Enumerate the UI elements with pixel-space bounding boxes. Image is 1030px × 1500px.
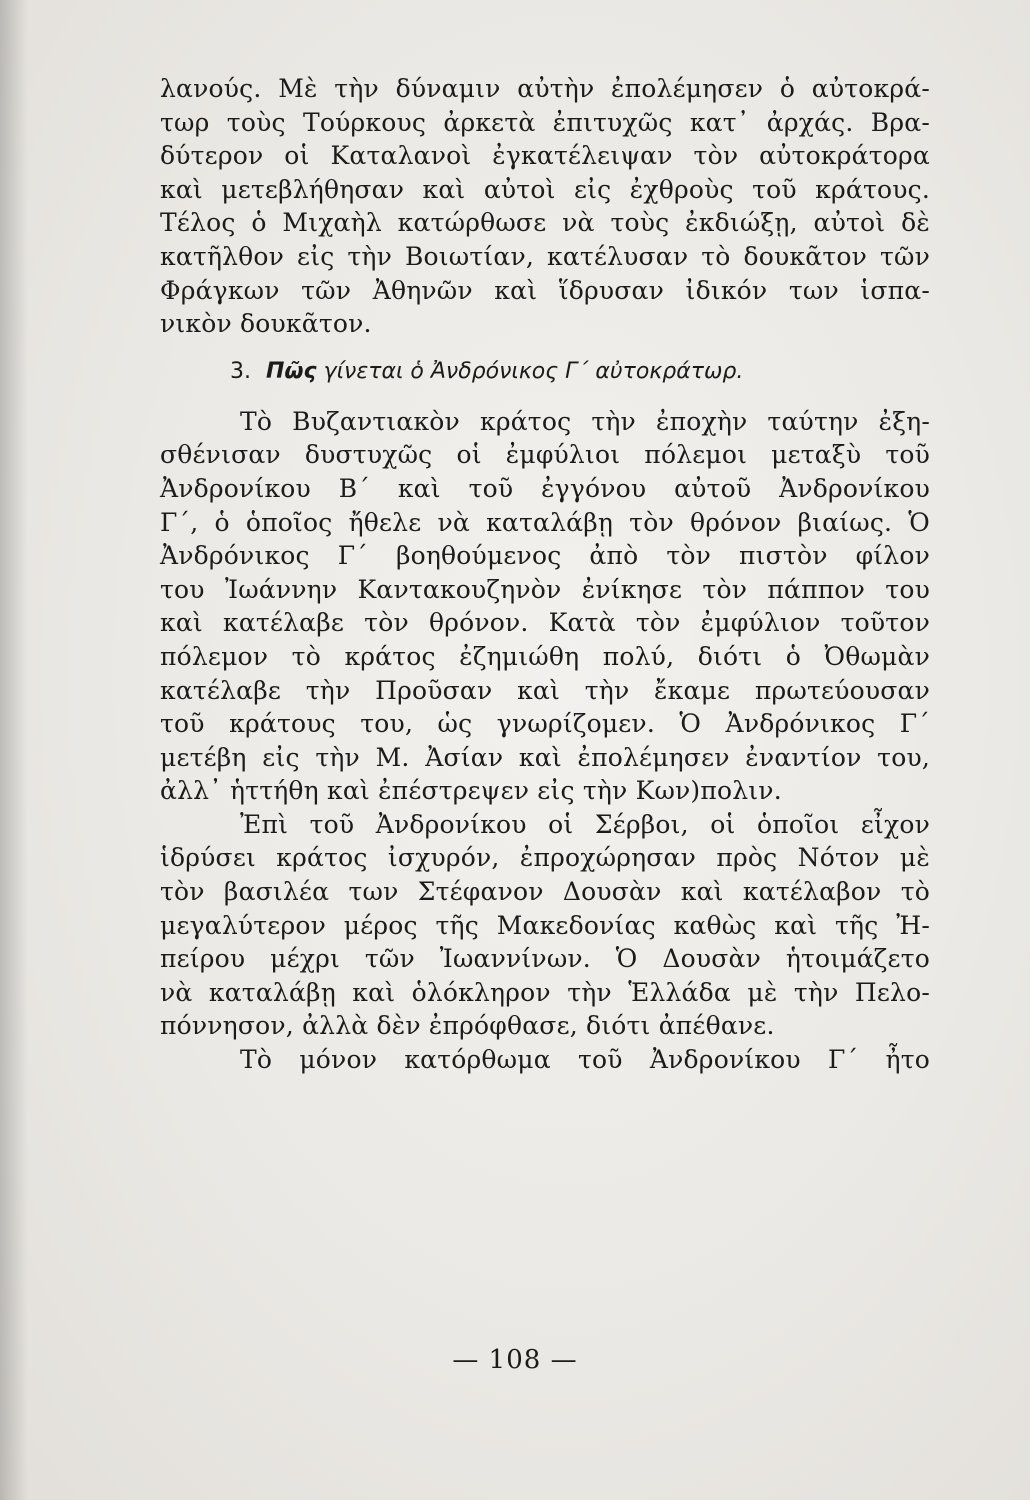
section-title: γίνεται ὁ Ἀνδρόνικος Γ΄ αὐτοκράτωρ.: [323, 358, 744, 384]
text-line: νὰ καταλάβῃ καὶ ὁλόκληρον τὴν Ἑλλάδα μὲ τὴν Πελο-: [160, 977, 930, 1007]
text-line: τωρ τοὺς Τούρκους ἀρκετὰ ἐπιτυχῶς κατ᾿ ἀρχάς. Βρα-: [160, 107, 930, 137]
text-line: Ἀνδρόνικος Γ΄ βοηθούμενος ἀπὸ τὸν πιστὸν φίλον: [160, 541, 930, 571]
text-line: καὶ μετεβλήθησαν καὶ αὐτοὶ εἰς ἐχθροὺς τοῦ κράτους.: [160, 174, 930, 204]
text-line: ἀλλ᾿ ἡττήθη καὶ ἐπέστρεψεν εἰς τὴν Κων)πολιν.: [160, 776, 782, 806]
paragraph-3: [160, 808, 930, 1043]
text-line: του Ἰωάννην Καντακουζηνὸν ἐνίκησε τὸν πάππον του: [160, 574, 930, 604]
text-line: δύτερον οἱ Καταλανοὶ ἐγκατέλειψαν τὸν αὐτοκράτορα: [160, 141, 930, 171]
text-line: κατῆλθον εἰς τὴν Βοιωτίαν, κατέλυσαν τὸ δουκᾶτον τῶν: [160, 241, 930, 271]
text-line: τὸν βασιλέα των Στέφανον Δουσὰν καὶ κατέλαβον τὸ: [160, 877, 930, 907]
section-heading: [160, 355, 930, 389]
text-line: κατέλαβε τὴν Προῦσαν καὶ τὴν ἔκαμε πρωτεύουσαν: [160, 675, 930, 705]
text-line: νικὸν δουκᾶτον.: [160, 309, 372, 339]
text-line: πόλεμον τὸ κράτος ἐζημιώθη πολύ, διότι ὁ Ὀθωμὰν: [160, 641, 930, 671]
text-line: Τέλος ὁ Μιχαὴλ κατώρθωσε νὰ τοὺς ἐκδιώξῃ, αὐτοὶ δὲ: [160, 208, 930, 238]
page-number: — 108 —: [452, 1345, 578, 1375]
text-line: σθένισαν δυστυχῶς οἱ ἐμφύλιοι πόλεμοι μεταξὺ τοῦ: [160, 440, 930, 470]
section-number: 3.: [230, 358, 251, 384]
text-line: πόννησον, ἀλλὰ δὲν ἐπρόφθασε, διότι ἀπέθανε.: [160, 1011, 775, 1041]
paragraph-2: [160, 405, 930, 808]
text-line: μετέβη εἰς τὴν Μ. Ἀσίαν καὶ ἐπολέμησεν ἐναντίον του,: [160, 742, 930, 772]
text-line: Ἐπὶ τοῦ Ἀνδρονίκου οἱ Σέρβοι, οἱ ὁποῖοι εἶχον: [240, 809, 930, 839]
page-text: [160, 72, 930, 1077]
text-line: λανούς. Μὲ τὴν δύναμιν αὐτὴν ἐπολέμησεν ὁ αὐτοκρά-: [160, 74, 930, 103]
text-line: καὶ κατέλαβε τὸν θρόνον. Κατὰ τὸν ἐμφύλιον τοῦτον: [160, 608, 930, 638]
section-title-bold: Πῶς: [266, 358, 317, 384]
paragraph-4: [160, 1043, 930, 1077]
text-line: μεγαλύτερον μέρος τῆς Μακεδονίας καθὼς καὶ τῆς Ἠ-: [160, 910, 930, 940]
text-line: πείρου μέχρι τῶν Ἰωαννίνων. Ὁ Δουσὰν ἡτοιμάζετο: [160, 944, 930, 974]
text-line: Τὸ Βυζαντιακὸν κράτος τὴν ἐποχὴν ταύτην ἐξη-: [240, 406, 930, 436]
paragraph-1: [160, 72, 930, 341]
text-line: Ἀνδρονίκου Β΄ καὶ τοῦ ἐγγόνου αὐτοῦ Ἀνδρονίκου: [160, 473, 930, 503]
text-line: Φράγκων τῶν Ἀθηνῶν καὶ ἵδρυσαν ἰδικόν των ἱσπα-: [160, 275, 930, 305]
text-line: τοῦ κράτους του, ὡς γνωρίζομεν. Ὁ Ἀνδρόνικος Γ΄: [160, 709, 930, 739]
text-line: ἱδρύσει κράτος ἰσχυρόν, ἐπροχώρησαν πρὸς Νότον μὲ: [160, 843, 930, 873]
spine-shadow: [0, 0, 28, 1500]
text-line: Γ΄, ὁ ὁποῖος ἤθελε νὰ καταλάβῃ τὸν θρόνον βιαίως. Ὁ: [160, 507, 930, 537]
text-line: Τὸ μόνον κατόρθωμα τοῦ Ἀνδρονίκου Γ΄ ἦτο: [240, 1045, 930, 1075]
